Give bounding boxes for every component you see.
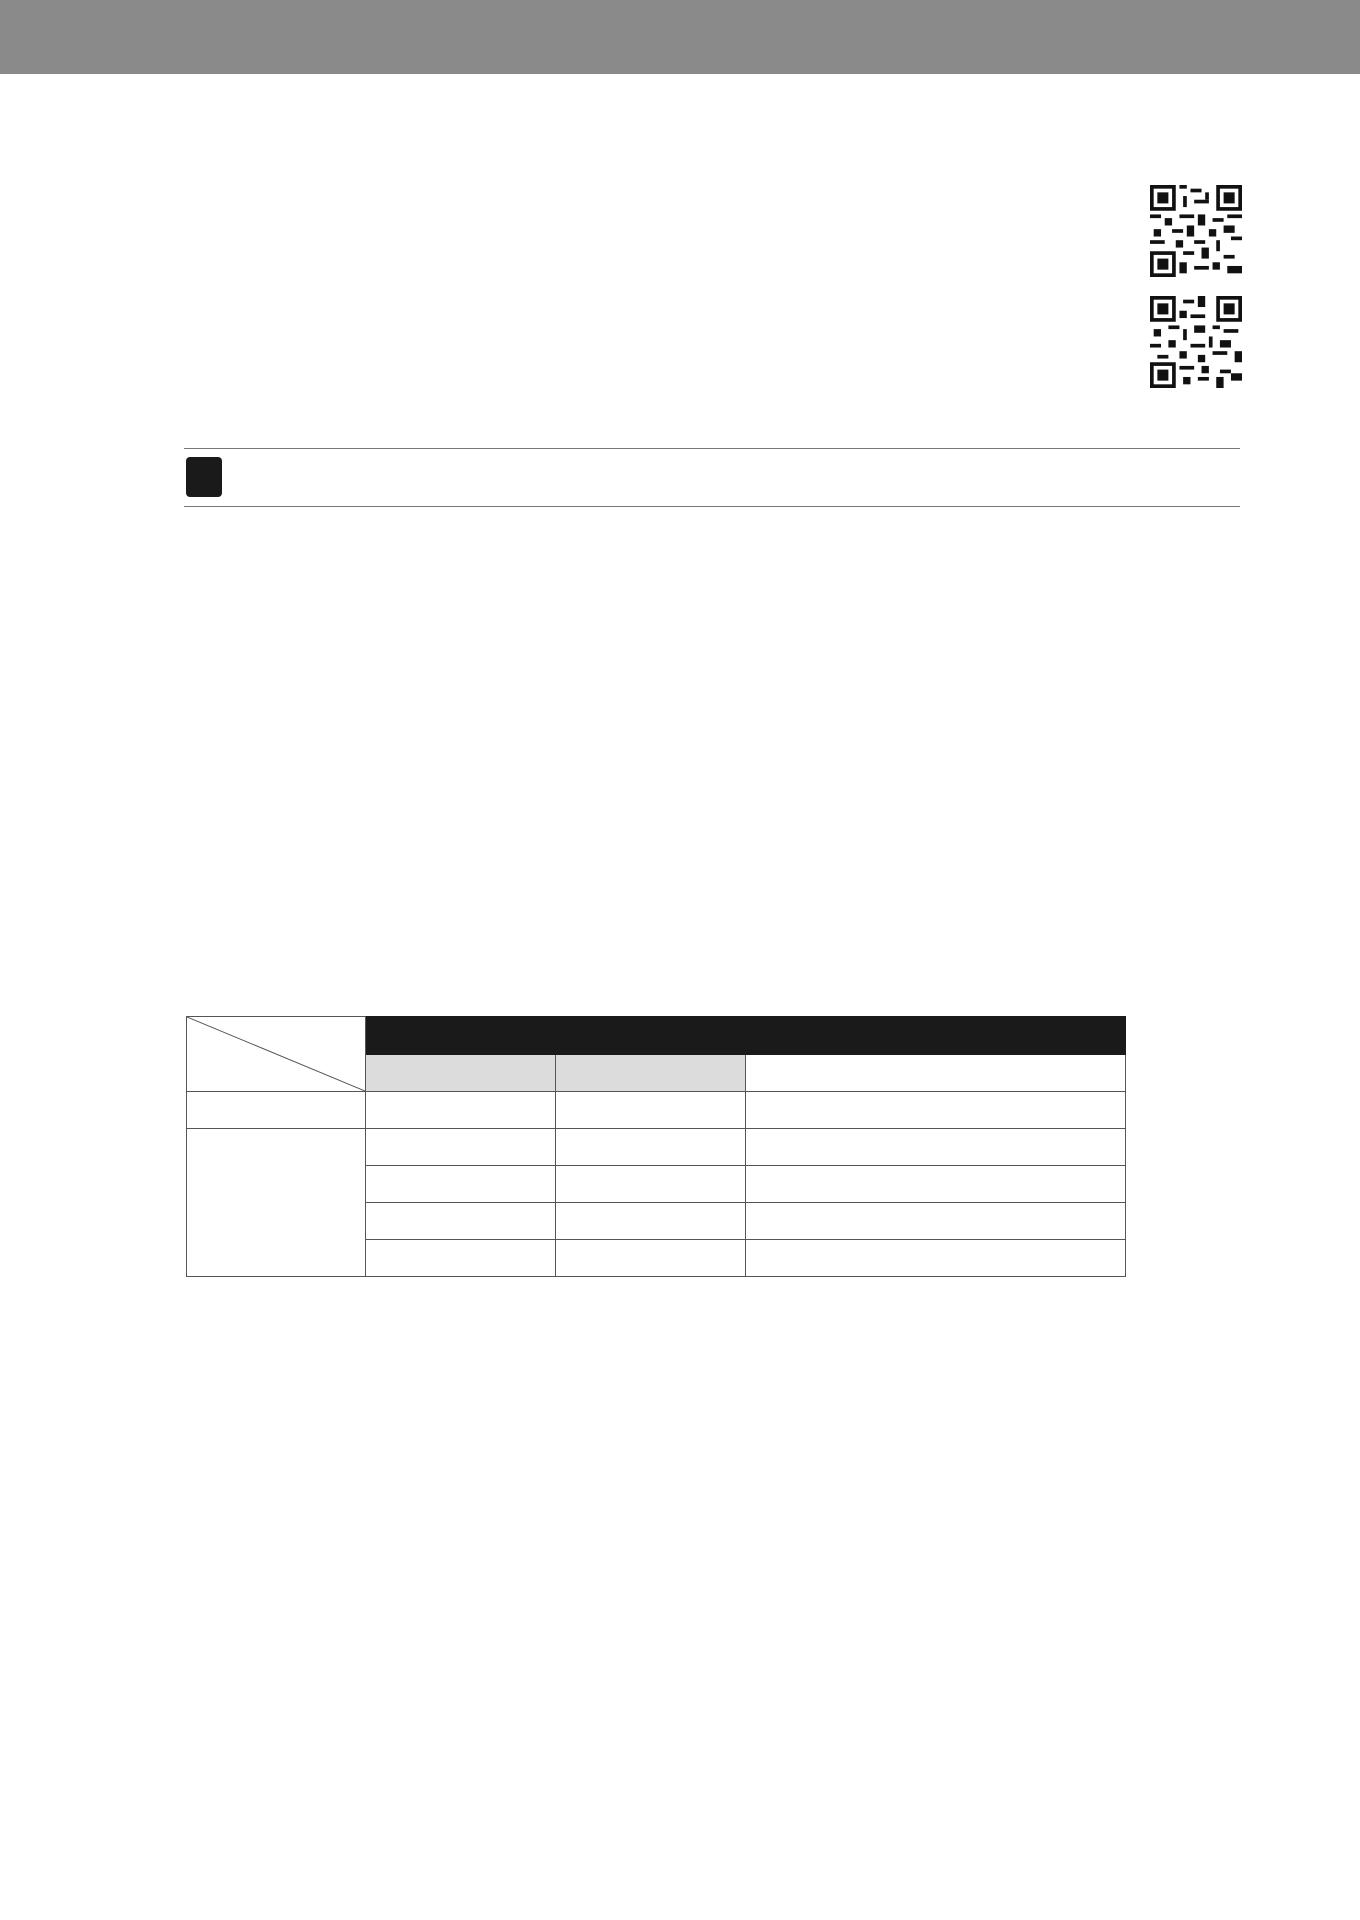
subsection-heading <box>186 976 1240 1006</box>
table-cell <box>746 1203 936 1240</box>
table-row <box>187 1129 1126 1166</box>
table-corner-cell <box>187 1017 366 1092</box>
table-cell <box>936 1203 1126 1240</box>
table-cell <box>556 1166 746 1203</box>
qr-code-icon[interactable] <box>1150 185 1242 277</box>
table-cell <box>746 1166 936 1203</box>
table-row <box>187 1092 1126 1129</box>
header-second-type <box>746 1017 1126 1055</box>
header-bar <box>0 0 1360 74</box>
diagonal-line <box>187 1017 365 1091</box>
table-cell <box>556 1203 746 1240</box>
qr-code-icon[interactable] <box>1150 296 1242 388</box>
subheader-away <box>556 1054 746 1092</box>
table-cell <box>746 1054 936 1092</box>
section-divider-top <box>184 448 1240 449</box>
table-cell <box>936 1129 1126 1166</box>
table-cell <box>366 1166 556 1203</box>
table-cell <box>936 1092 1126 1129</box>
table-cell <box>556 1129 746 1166</box>
subsection-procedures <box>186 1342 1240 1372</box>
header-first-type <box>366 1017 746 1055</box>
section-heading <box>186 454 230 500</box>
subsection-types <box>186 678 1240 738</box>
subsection-heading <box>186 1342 1240 1372</box>
subheader-home <box>366 1054 556 1092</box>
table-cell <box>746 1092 936 1129</box>
row-label-other <box>187 1129 366 1277</box>
section-divider-bottom <box>184 506 1240 507</box>
loan-amount-table <box>186 1016 1126 1277</box>
table-cell <box>366 1203 556 1240</box>
table-cell <box>936 1166 1126 1203</box>
subsection-amount-heading <box>186 976 1240 1006</box>
table-note-cell <box>936 1240 1126 1277</box>
table-cell <box>366 1092 556 1129</box>
table-cell <box>366 1129 556 1166</box>
table-cell <box>556 1092 746 1129</box>
table-cell <box>746 1240 936 1277</box>
table-cell <box>746 1129 936 1166</box>
table-cell <box>556 1240 746 1277</box>
table-header-row <box>187 1017 1126 1055</box>
table-cell <box>936 1054 1126 1092</box>
row-label-max <box>187 1092 366 1129</box>
table-cell <box>366 1240 556 1277</box>
reference-links <box>232 176 1132 204</box>
section-number-badge <box>186 457 222 497</box>
subsection-heading <box>186 678 1240 708</box>
